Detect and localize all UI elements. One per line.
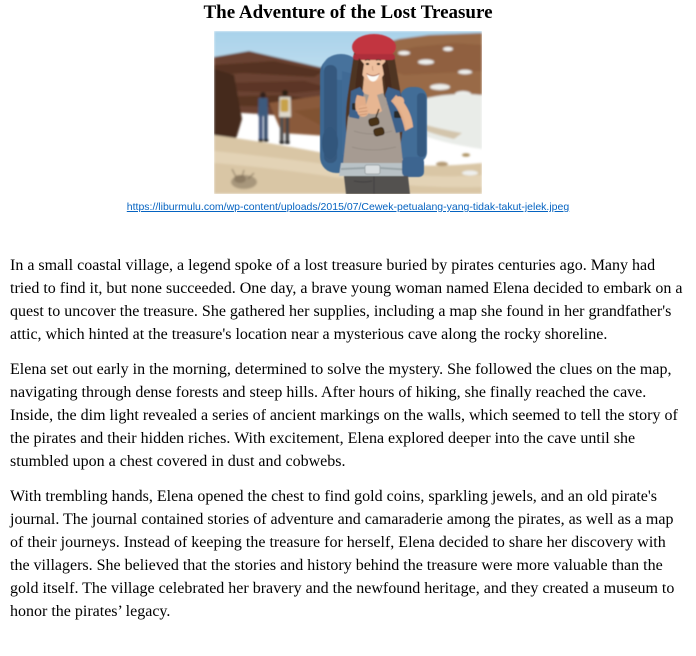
hand-grip [394,96,404,105]
distant-hiker-backpack [279,90,291,144]
story-paragraph-1: In a small coastal village, a legend spoke of a lost treasure buried by pirates centuries ago. Many had tried to find it, but none succeeded. One day, a brave young woman named Elena decided to embark on a quest to uncover the treasure. She gathered her supplies, including a map she found in her grandfather's attic, which hinted at the treasure's location near a mysterious cave along the rocky shoreline. [10,257,683,343]
story-paragraph-2: Elena set out early in the morning, determined to solve the mystery. She followed the clues on the map, navigating through dense forests and steep hills. After hours of hiking, she finally reached the cave. Inside, the dim light revealed a series of ancient markings on the walls, which seemed to tell the story of the pirates and their hidden riches. With excitement, Elena explored deeper into the cave until she stumbled upon a chest covered in dust and cobwebs. [10,361,678,470]
page-title: The Adventure of the Lost Treasure [203,2,493,23]
shorts [344,176,410,194]
image-source-link[interactable]: https://liburmulu.com/wp-content/uploads/2015/07/Cewek-petualang-yang-tidak-takut-jelek.jpeg [126,201,570,213]
hiker-photo-image [214,31,482,194]
article-body [10,254,686,623]
story-paragraph-3: With trembling hands, Elena opened the chest to find gold coins, sparkling jewels, and an old pirate's journal. The journal contained stories of adventure and camaraderie among the pirates, as well as a map of their journeys. Instead of keeping the treasure for herself, Elena decided to share her discovery with the villagers. She believed that the stories and history behind the treasure were more valuable than the gold itself. The village celebrated her bravery and the newfound heritage, and they created a museum to honor the pirates’ legacy. [10,488,675,620]
distant-hiker-blue [258,92,268,142]
article-figure [0,31,696,213]
image-caption [0,200,696,213]
